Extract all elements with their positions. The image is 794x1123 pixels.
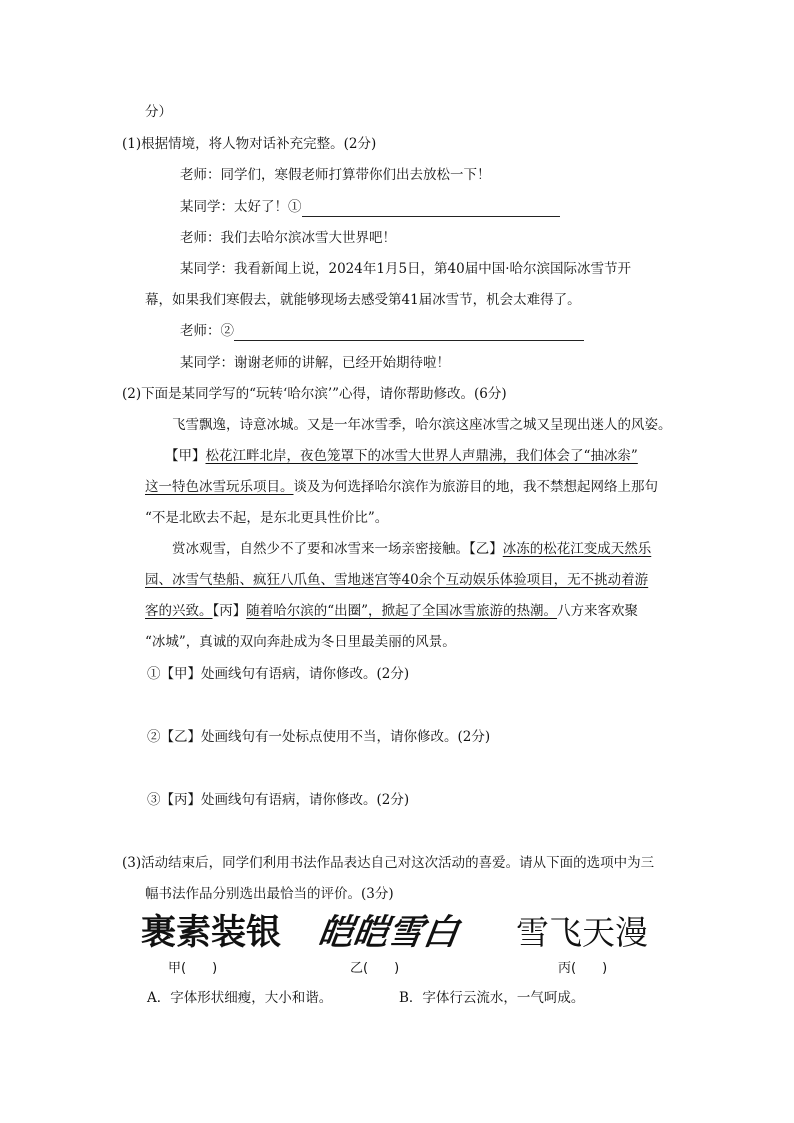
- label-yi: 乙( ): [350, 961, 400, 976]
- subquestion-1: ①【甲】处画线句有语病，请你修改。(2分): [147, 666, 410, 682]
- dialog-student-1: [180, 197, 560, 217]
- underlined-yi-1: 冰冻的松花江变成天然乐: [502, 541, 652, 557]
- option-a: A．字体形状细瘦，大小和谐。: [147, 990, 333, 1006]
- essay-yi-line-2: [145, 570, 648, 590]
- underlined-jia-1: 松花江畔北岸，夜色笼罩下的冰雪大世界人声鼎沸，我们体会了“抽冰尜”: [205, 448, 638, 464]
- calligraphy-bing-text: 雪飞天漫: [516, 913, 648, 952]
- essay-jia-line-2: [145, 477, 658, 497]
- calligraphy-bing: [503, 906, 661, 954]
- dialog-student-3: 某同学：谢谢老师的讲解，已经开始期待啦！: [180, 355, 450, 371]
- label-bing: 丙( ): [558, 961, 608, 976]
- q3-title-a: (3)活动结束后，同学们利用书法作品表达自己对这次活动的喜爱。请从下面的选项中为三: [122, 855, 655, 871]
- calligraphy-yi-text: 皑皑雪白: [315, 912, 462, 953]
- underlined-bing: 随着哈尔滨的“出圈”，掀起了全国冰雪旅游的热潮。: [246, 603, 558, 619]
- dialog-teacher-3: [180, 321, 584, 341]
- dialog-student-2a: 某同学：我看新闻上说，2024年1月5日，第40届中国·哈尔滨国际冰雪节开: [180, 261, 632, 277]
- essay-para-1: 飞雪飘逸，诗意冰城。又是一年冰雪季，哈尔滨这座冰雪之城又呈现出迷人的风姿。: [172, 417, 672, 433]
- dialog-student-1-text: 某同学：太好了！①: [180, 199, 302, 215]
- dialog-teacher-2: 老师：我们去哈尔滨冰雪大世界吧！: [180, 230, 396, 246]
- essay-jia-line-1: [165, 446, 638, 466]
- subquestion-3: ③【丙】处画线句有语病，请你修改。(2分): [147, 792, 410, 808]
- underlined-yi-3: 客的兴致。: [145, 603, 213, 619]
- calligraphy-jia-text: 裹素装银: [140, 912, 282, 953]
- q3-title-b: 幅书法作品分别选出最恰当的评价。(3分): [145, 886, 394, 902]
- tag-bing: 【丙】: [212, 603, 247, 619]
- essay-bing-rest: 八方来客欢聚: [557, 603, 639, 619]
- tag-yi: 【乙】: [469, 541, 503, 557]
- subquestion-2: ②【乙】处画线句有一处标点使用不当，请你修改。(2分): [147, 729, 491, 745]
- label-jia: 甲( ): [168, 961, 218, 976]
- q2-title: (2)下面是某同学写的“玩转‘哈尔滨’”心得，请你帮助修改。(6分): [122, 386, 507, 402]
- answer-blank-2[interactable]: [234, 324, 584, 341]
- answer-blank-1[interactable]: [302, 200, 560, 217]
- essay-yi-line-1: [172, 539, 651, 559]
- dialog-teacher-3-text: 老师：②: [180, 323, 234, 339]
- essay-quote-line: “不是北欧去不起，是东北更具性价比”。: [145, 510, 389, 526]
- dialog-teacher-1: 老师：同学们，寒假老师打算带你们出去放松一下！: [180, 167, 491, 183]
- dialog-student-2b: 幕，如果我们寒假去，就能够现场去感受第41届冰雪节，机会太难得了。: [145, 292, 581, 308]
- underlined-yi-2: 园、冰雪气垫船、疯狂八爪鱼、雪地迷宫等40余个互动娱乐体验项目，无不挑动着游: [145, 572, 649, 588]
- option-b: B．字体行云流水，一气呵成。: [399, 990, 585, 1006]
- calligraphy-jia: [133, 906, 289, 954]
- essay-yi-pre: 赏冰观雪，自然少不了要和冰雪来一场亲密接触。: [172, 541, 469, 557]
- essay-jia-rest: 谈及为何选择哈尔滨作为旅游目的地，我不禁想起网络上那句: [293, 479, 658, 495]
- essay-final-line: “冰城”，真诚的双向奔赴成为冬日里最美丽的风景。: [145, 634, 456, 650]
- underlined-jia-2: 这一特色冰雪玩乐项目。: [145, 479, 294, 495]
- continued-fragment: 分）: [145, 104, 172, 120]
- essay-bing-line: [145, 601, 638, 621]
- calligraphy-yi: [312, 906, 472, 954]
- tag-jia: 【甲】: [165, 448, 206, 464]
- q1-title: (1)根据情境，将人物对话补充完整。(2分): [122, 136, 377, 152]
